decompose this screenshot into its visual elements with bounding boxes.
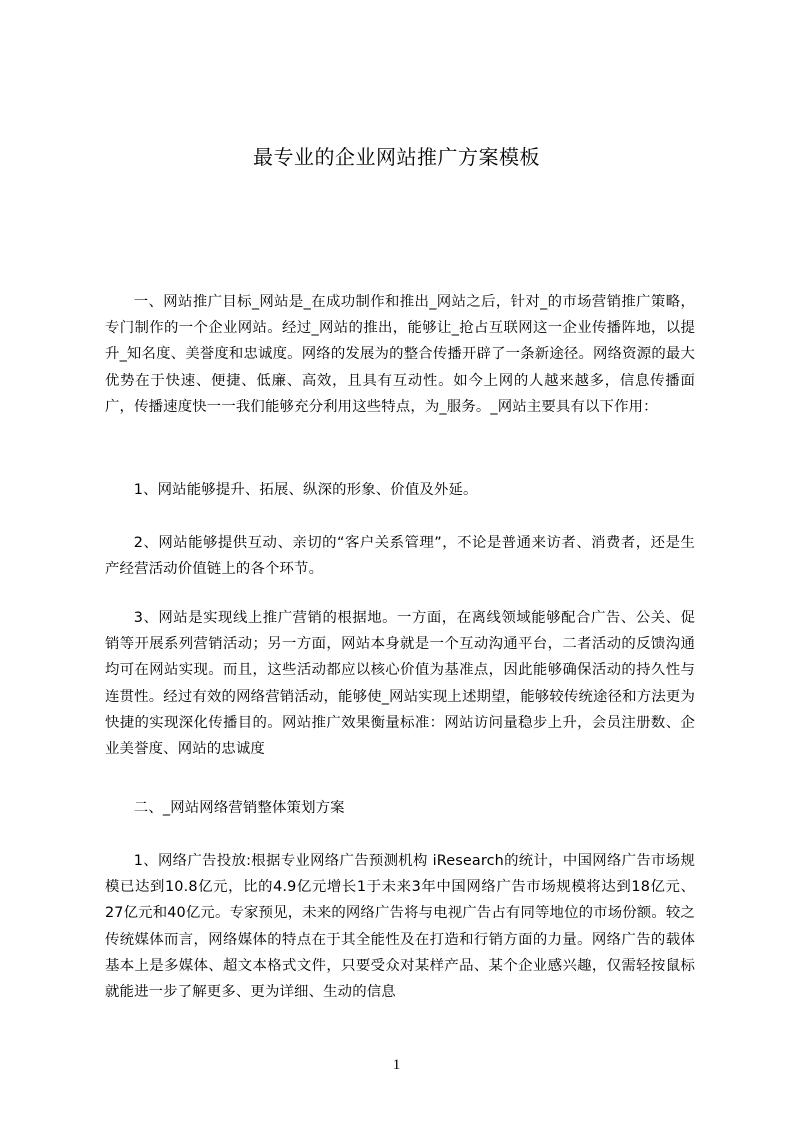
paragraph-point-1: 1、网站能够提升、拓展、纵深的形象、价值及外延。	[133, 482, 478, 498]
page-number: 1	[392, 1057, 401, 1073]
section-heading-2: 二、_网站网络营销整体策划方案	[133, 800, 345, 816]
paragraph-promotion-goal: 一、网站推广目标_网站是_在成功制作和推出_网站之后，针对_的市场营销推广策略，专门制作的一个企业网站。经过_网站的推出，能够让_抢占互联网这一企业传播阵地，以提升_知名度、美誉度和忠诚度。网络的发展为的整合传播开辟了一条新途径。网络资源的最大优势在于快速、便捷、低廉、高效，且具有互动性。如今上网的人越来越多，信息传播面广，传播速度快一一我们能够充分利用这些特点，为_服务。_网站主要具有以下作用：	[105, 294, 695, 415]
paragraph-online-advertising: 1、网络广告投放:根据专业网络广告预测机构 iResearch的统计，中国网络广告市场规模已达到10.8亿元，比的4.9亿元增长1于未来3年中国网络广告市场规模将达到18亿元、27亿元和40亿元。专家预见，未来的网络广告将与电视广告占有同等地位的市场份额。较之传统媒体而言，网络媒体的特点在于其全能性及在打造和行销方面的力量。网络广告的载体基本上是多媒体、超文本格式文件，只要受众对某样产品、某个企业感兴趣，仅需轻按鼠标就能进一步了解更多、更为详细、生动的信息	[105, 853, 695, 1001]
paragraph-point-2: 2、网站能够提供互动、亲切的“客户关系管理”，不论是普通来访者、消费者，还是生产经营活动价值链上的各个环节。	[105, 535, 695, 578]
paragraph-point-3: 3、网站是实现线上推广营销的根据地。一方面，在离线领域能够配合广告、公关、促销等开展系列营销活动；另一方面，网站本身就是一个互动沟通平台，二者活动的反馈沟通均可在网站实现。而且，这些活动都应以核心价值为基准点，因此能够确保活动的持久性与连贯性。经过有效的网络营销活动，能够使_网站实现上述期望，能够较传统途径和方法更为快捷的实现深化传播目的。网站推广效果衡量标准：网站访问量稳步上升，会员注册数、企业美誉度、网站的忠诚度	[105, 610, 695, 758]
document-title: 最专业的企业网站推广方案模板	[253, 145, 540, 169]
